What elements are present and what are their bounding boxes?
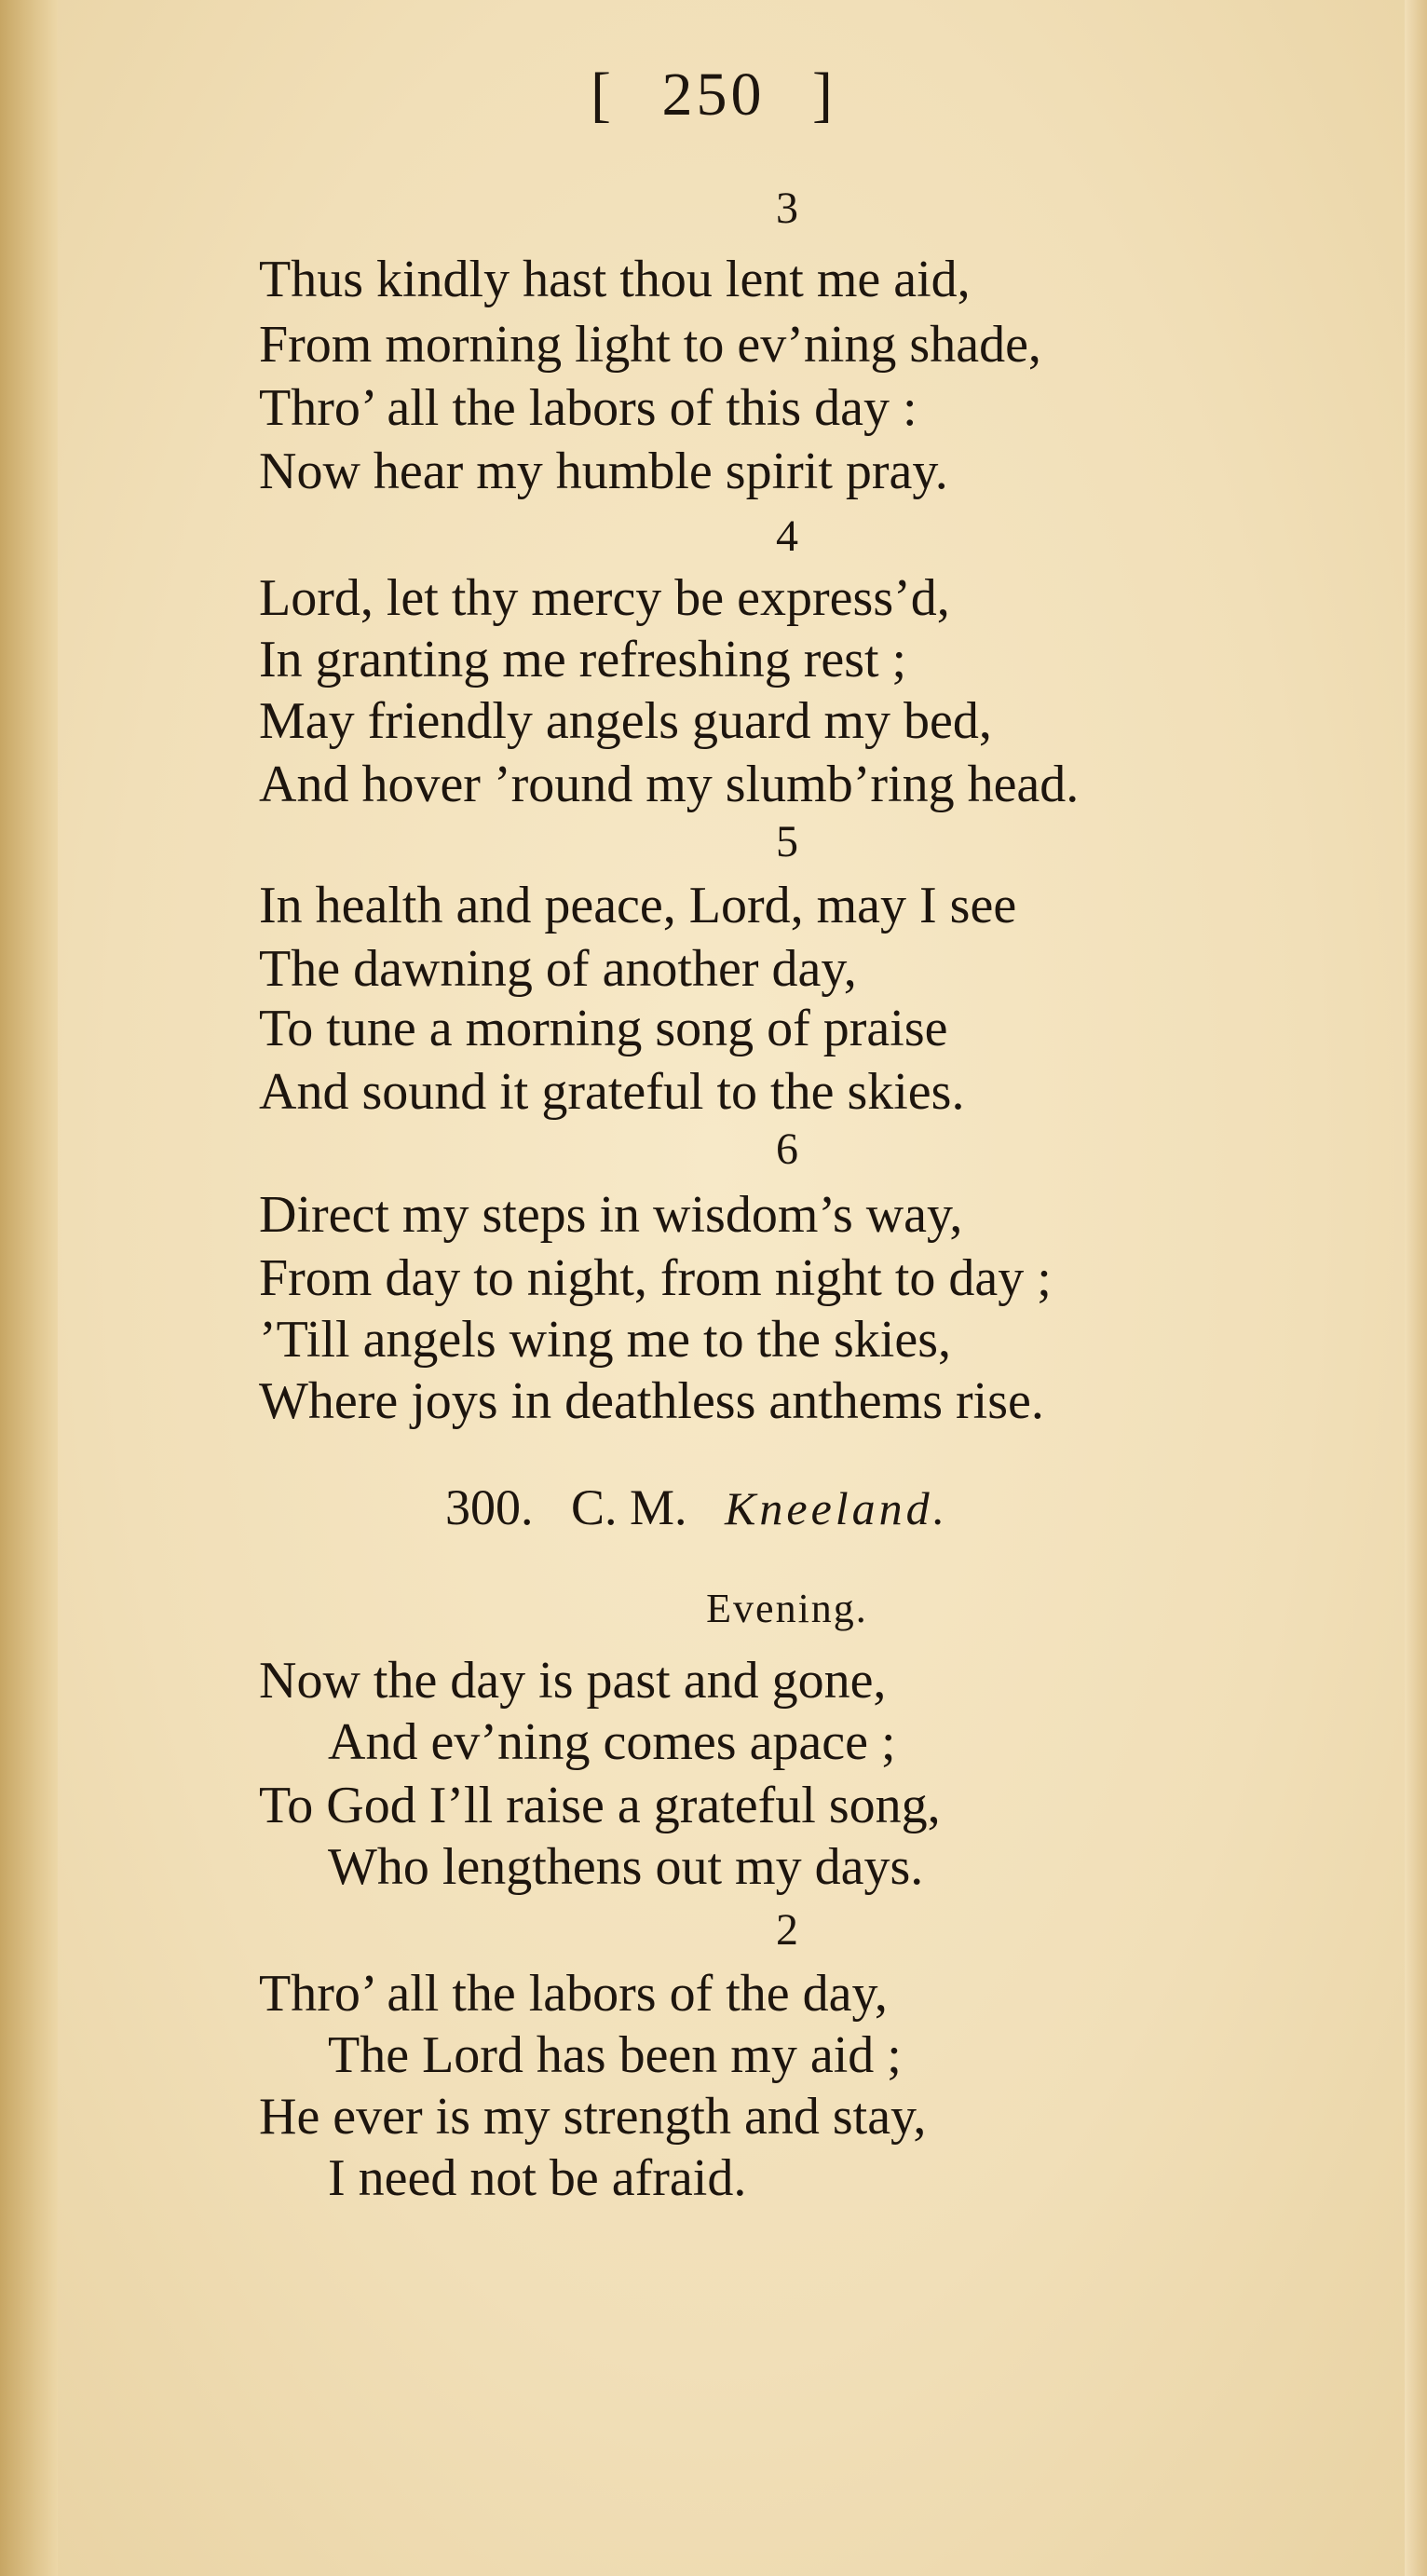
hymn-number: 300. — [445, 1479, 534, 1535]
verse-line: And sound it grateful to the skies. — [259, 1063, 965, 1121]
verse-line: And hover ’round my slumb’ring head. — [259, 756, 1080, 813]
hymn-meter: C. M. — [571, 1479, 687, 1535]
verse-line: The Lord has been my aid ; — [328, 2026, 902, 2084]
stanza-number: 6 — [776, 1124, 798, 1174]
verse-line: Who lengthens out my days. — [328, 1838, 924, 1896]
verse-line: Now the day is past and gone, — [259, 1652, 887, 1710]
verse-line: Thro’ all the labors of the day, — [259, 1965, 888, 2023]
verse-line: The dawning of another day, — [259, 940, 857, 998]
stanza-number: 5 — [776, 817, 798, 866]
page-edge — [1405, 0, 1427, 2576]
stanza-number: 4 — [776, 511, 798, 561]
verse-line: Direct my steps in wisdom’s way, — [259, 1186, 963, 1244]
verse-line: In granting me refreshing rest ; — [259, 631, 907, 688]
verse-line: I need not be afraid. — [328, 2149, 747, 2207]
verse-line: ’Till angels wing me to the skies, — [259, 1311, 952, 1369]
hymn-heading — [445, 1478, 948, 1538]
verse-line: From morning light to ev’ning shade, — [259, 316, 1041, 374]
verse-line: To God I’ll raise a grateful song, — [259, 1777, 941, 1834]
verse-line: Now hear my humble spirit pray. — [259, 443, 948, 500]
verse-line: Where joys in deathless anthems rise. — [259, 1372, 1044, 1430]
verse-line: He ever is my strength and stay, — [259, 2088, 927, 2146]
verse-line: Thus kindly hast thou lent me aid, — [259, 251, 971, 308]
verse-line: And ev’ning comes apace ; — [328, 1713, 896, 1771]
verse-line: May friendly angels guard my bed, — [259, 692, 992, 750]
verse-line: From day to night, from night to day ; — [259, 1249, 1052, 1307]
verse-line: Thro’ all the labors of this day : — [259, 379, 917, 437]
page-number-header: [ 250 ] — [591, 61, 836, 129]
stanza-number: 3 — [776, 184, 798, 233]
verse-line: Lord, let thy mercy be express’d, — [259, 569, 950, 627]
verse-line: To tune a morning song of praise — [259, 1000, 948, 1057]
hymn-tune: Kneeland. — [725, 1482, 949, 1534]
stanza-number: 2 — [776, 1905, 798, 1955]
verse-line: In health and peace, Lord, may I see — [259, 877, 1017, 934]
page-gutter-shadow — [0, 0, 58, 2576]
hymn-subtitle: Evening. — [706, 1586, 868, 1631]
